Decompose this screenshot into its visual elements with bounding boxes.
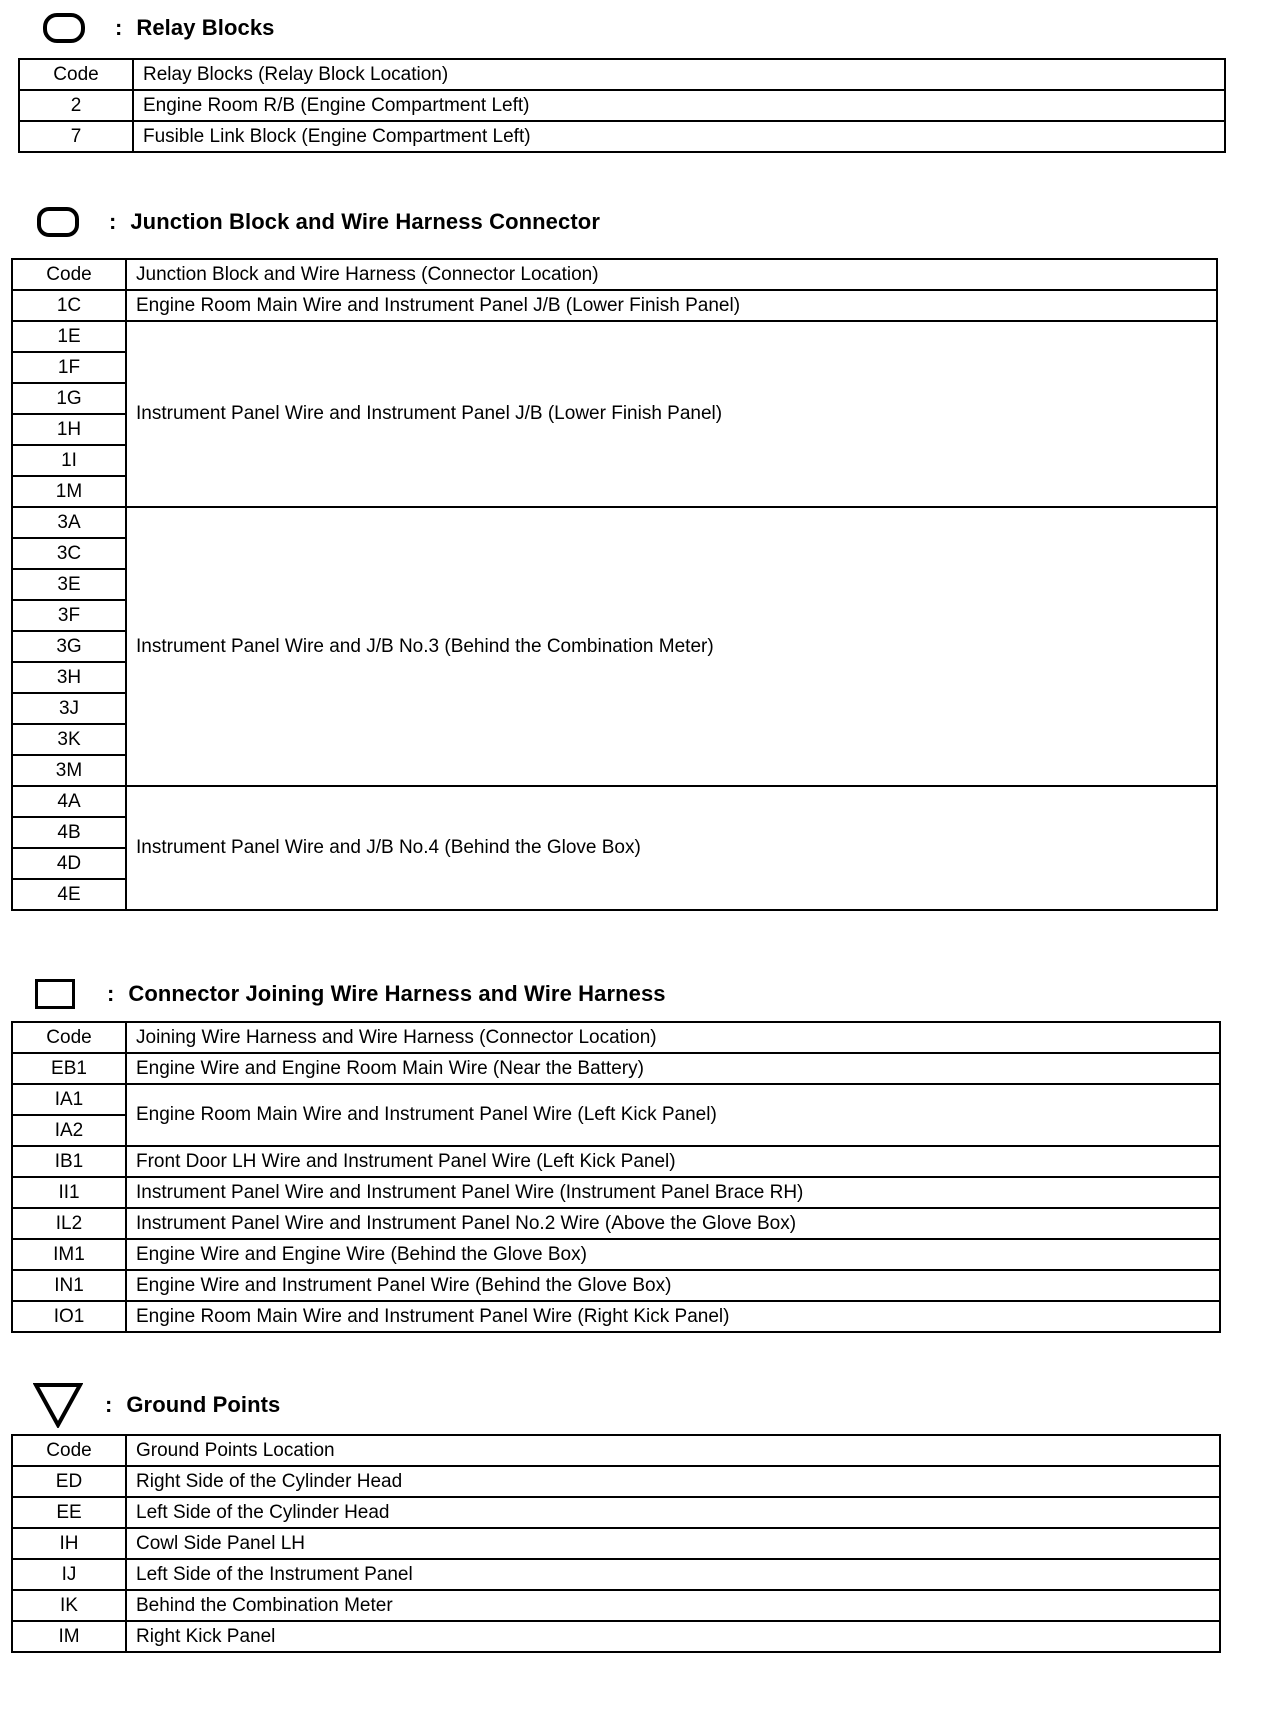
- table-row: [12, 507, 1217, 538]
- code-cell: 3F: [12, 600, 126, 631]
- heading-colon: :: [105, 1392, 113, 1417]
- section-title: Ground Points: [126, 1392, 281, 1417]
- table-row: [12, 290, 1217, 321]
- code-cell: 4B: [12, 817, 126, 848]
- location-cell: Left Side of the Instrument Panel: [126, 1559, 1220, 1590]
- code-header: Code: [12, 1022, 126, 1053]
- code-cell: 3A: [12, 507, 126, 538]
- table-row: [12, 1528, 1220, 1559]
- ground-points-heading: [33, 1380, 280, 1430]
- section-title: Junction Block and Wire Harness Connector: [130, 209, 600, 234]
- table-row: [12, 321, 1217, 352]
- oval-symbol-icon: [43, 13, 85, 43]
- code-cell: 7: [19, 121, 133, 152]
- table-row: [12, 1466, 1220, 1497]
- location-cell: Engine Wire and Instrument Panel Wire (Behind the Glove Box): [126, 1270, 1220, 1301]
- table-row: [12, 1239, 1220, 1270]
- code-cell: IO1: [12, 1301, 126, 1332]
- code-cell: 3K: [12, 724, 126, 755]
- location-cell: Engine Room Main Wire and Instrument Panel Wire (Left Kick Panel): [126, 1084, 1220, 1146]
- code-cell: 2: [19, 90, 133, 121]
- code-cell: 1M: [12, 476, 126, 507]
- code-cell: 3M: [12, 755, 126, 786]
- table-header-row: [12, 259, 1217, 290]
- code-header: Code: [19, 59, 133, 90]
- code-cell: IA1: [12, 1084, 126, 1115]
- code-cell: ED: [12, 1466, 126, 1497]
- location-cell: Right Kick Panel: [126, 1621, 1220, 1652]
- location-cell: Engine Wire and Engine Wire (Behind the Glove Box): [126, 1239, 1220, 1270]
- ground-points-table: [11, 1434, 1221, 1653]
- code-cell: EB1: [12, 1053, 126, 1084]
- code-cell: IJ: [12, 1559, 126, 1590]
- code-cell: 3J: [12, 693, 126, 724]
- code-cell: 3G: [12, 631, 126, 662]
- location-cell: Engine Room Main Wire and Instrument Panel Wire (Right Kick Panel): [126, 1301, 1220, 1332]
- location-header: Junction Block and Wire Harness (Connector Location): [126, 259, 1217, 290]
- table-row: [12, 1621, 1220, 1652]
- location-cell: Instrument Panel Wire and J/B No.4 (Behind the Glove Box): [126, 786, 1217, 910]
- table-row: [19, 121, 1225, 152]
- location-cell: Cowl Side Panel LH: [126, 1528, 1220, 1559]
- code-cell: IL2: [12, 1208, 126, 1239]
- table-header-row: [12, 1022, 1220, 1053]
- table-row: [12, 1301, 1220, 1332]
- relay-blocks-table: [18, 58, 1226, 153]
- location-cell: Left Side of the Cylinder Head: [126, 1497, 1220, 1528]
- table-row: [12, 1590, 1220, 1621]
- heading-colon: :: [115, 15, 123, 40]
- location-header: Relay Blocks (Relay Block Location): [133, 59, 1225, 90]
- code-cell: IB1: [12, 1146, 126, 1177]
- code-cell: 1G: [12, 383, 126, 414]
- code-cell: 4A: [12, 786, 126, 817]
- code-cell: IN1: [12, 1270, 126, 1301]
- code-cell: 1C: [12, 290, 126, 321]
- location-cell: Right Side of the Cylinder Head: [126, 1466, 1220, 1497]
- location-cell: Instrument Panel Wire and Instrument Panel No.2 Wire (Above the Glove Box): [126, 1208, 1220, 1239]
- code-cell: 4D: [12, 848, 126, 879]
- code-cell: EE: [12, 1497, 126, 1528]
- junction-block-heading: [37, 202, 600, 242]
- table-row: [12, 1497, 1220, 1528]
- code-cell: 3C: [12, 538, 126, 569]
- table-row: [19, 90, 1225, 121]
- square-symbol-icon: [35, 979, 75, 1009]
- location-cell: Front Door LH Wire and Instrument Panel Wire (Left Kick Panel): [126, 1146, 1220, 1177]
- relay-blocks-heading: [43, 8, 275, 48]
- table-row: [12, 1084, 1220, 1115]
- code-cell: 3H: [12, 662, 126, 693]
- location-header: Ground Points Location: [126, 1435, 1220, 1466]
- table-row: [12, 786, 1217, 817]
- table-row: [12, 1270, 1220, 1301]
- table-row: [12, 1177, 1220, 1208]
- location-cell: Behind the Combination Meter: [126, 1590, 1220, 1621]
- heading-colon: :: [109, 209, 117, 234]
- table-row: [12, 1208, 1220, 1239]
- location-cell: Instrument Panel Wire and Instrument Panel J/B (Lower Finish Panel): [126, 321, 1217, 507]
- location-cell: Engine Room R/B (Engine Compartment Left): [133, 90, 1225, 121]
- connector-joining-table: [11, 1021, 1221, 1333]
- table-header-row: [12, 1435, 1220, 1466]
- connector-joining-heading: [35, 974, 666, 1014]
- code-cell: IA2: [12, 1115, 126, 1146]
- junction-block-table: [11, 258, 1218, 911]
- location-cell: Engine Room Main Wire and Instrument Panel J/B (Lower Finish Panel): [126, 290, 1217, 321]
- code-header: Code: [12, 259, 126, 290]
- table-header-row: [19, 59, 1225, 90]
- code-cell: 1H: [12, 414, 126, 445]
- code-header: Code: [12, 1435, 126, 1466]
- code-cell: II1: [12, 1177, 126, 1208]
- code-cell: 4E: [12, 879, 126, 910]
- code-cell: IM: [12, 1621, 126, 1652]
- code-cell: IM1: [12, 1239, 126, 1270]
- location-cell: Engine Wire and Engine Room Main Wire (Near the Battery): [126, 1053, 1220, 1084]
- heading-colon: :: [107, 981, 115, 1006]
- table-row: [12, 1559, 1220, 1590]
- code-cell: 1E: [12, 321, 126, 352]
- location-cell: Instrument Panel Wire and Instrument Panel Wire (Instrument Panel Brace RH): [126, 1177, 1220, 1208]
- rounded-rectangle-symbol-icon: [37, 207, 79, 237]
- code-cell: IH: [12, 1528, 126, 1559]
- table-row: [12, 1146, 1220, 1177]
- code-cell: 3E: [12, 569, 126, 600]
- location-header: Joining Wire Harness and Wire Harness (Connector Location): [126, 1022, 1220, 1053]
- code-cell: IK: [12, 1590, 126, 1621]
- section-title: Relay Blocks: [136, 15, 275, 40]
- location-cell: Instrument Panel Wire and J/B No.3 (Behind the Combination Meter): [126, 507, 1217, 786]
- location-cell: Fusible Link Block (Engine Compartment Left): [133, 121, 1225, 152]
- triangle-symbol-icon: [33, 1382, 83, 1428]
- table-row: [12, 1053, 1220, 1084]
- code-cell: 1F: [12, 352, 126, 383]
- section-title: Connector Joining Wire Harness and Wire Harness: [128, 981, 666, 1006]
- code-cell: 1I: [12, 445, 126, 476]
